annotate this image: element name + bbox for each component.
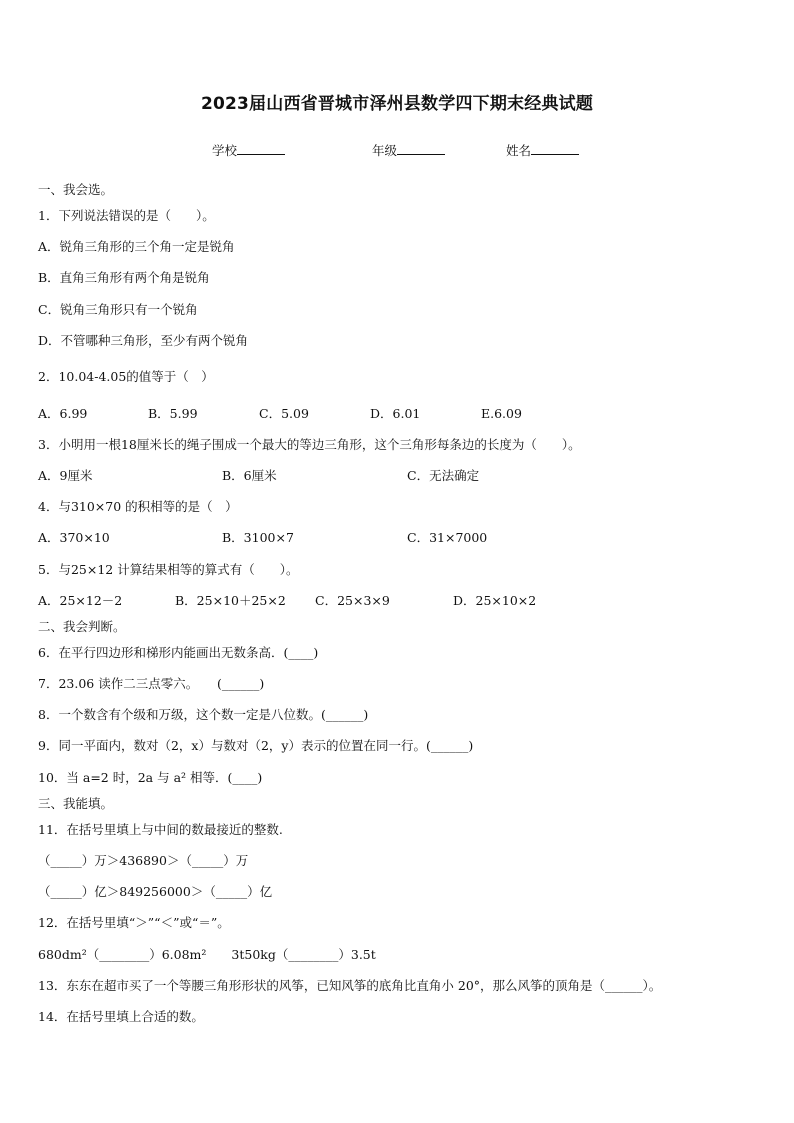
q2-option-d: D．6.01	[370, 406, 421, 421]
school-field	[212, 141, 285, 159]
q5-option-b: B．25×10＋25×2	[175, 593, 286, 608]
question-3: 3．小明用一根18厘米长的绳子围成一个最大的等边三角形，这个三角形每条边的长度为（ ）。	[38, 437, 581, 452]
q1-option-d: D．不管哪种三角形，至少有两个锐角	[38, 333, 249, 348]
question-5: 5．与25×12 计算结果相等的算式有（ ）。	[38, 562, 299, 577]
question-4: 4．与310×70 的积相等的是（ ）	[38, 499, 238, 514]
question-6: 6．在平行四边形和梯形内能画出无数条高．(____)	[38, 645, 319, 660]
name-label: 姓名	[506, 143, 532, 158]
q4-option-c: C．31×7000	[407, 530, 488, 545]
question-11: 11．在括号里填上与中间的数最接近的整数.	[38, 822, 283, 837]
q2-option-c: C．5.09	[259, 406, 309, 421]
q2-option-a: A．6.99	[38, 406, 88, 421]
q4-option-a: A．370×10	[38, 530, 110, 545]
question-14: 14．在括号里填上合适的数。	[38, 1009, 204, 1024]
q3-option-b: B．6厘米	[222, 468, 277, 483]
q2-option-b: B．5.99	[148, 406, 198, 421]
q5-option-d: D．25×10×2	[453, 593, 537, 608]
q3-option-a: A．9厘米	[38, 468, 93, 483]
q4-option-b: B．3100×7	[222, 530, 294, 545]
q11-line-1: （_____）万＞436890＞（_____）万	[38, 853, 249, 868]
q11-line-2: （_____）亿＞849256000＞（_____）亿	[38, 884, 273, 899]
grade-label: 年级	[372, 143, 398, 158]
q3-option-c: C．无法确定	[407, 468, 480, 483]
section-heading-choice: 一、我会选。	[38, 182, 114, 197]
q2-option-e: E.6.09	[481, 406, 522, 421]
q5-option-a: A．25×12－2	[38, 593, 123, 608]
name-field	[506, 141, 579, 159]
q5-option-c: C．25×3×9	[315, 593, 390, 608]
school-label: 学校	[212, 143, 238, 158]
grade-field	[372, 141, 445, 159]
q1-option-a: A．锐角三角形的三个角一定是锐角	[38, 239, 235, 254]
section-heading-judge: 二、我会判断。	[38, 619, 126, 634]
question-7: 7．23.06 读作二三点零六。 (______)	[38, 676, 265, 691]
question-8: 8．一个数含有个级和万级，这个数一定是八位数。(______)	[38, 707, 369, 722]
question-1: 1．下列说法错误的是（ ）。	[38, 208, 215, 223]
question-9: 9．同一平面内，数对（2，x）与数对（2，y）表示的位置在同一行。(______)	[38, 738, 474, 753]
q1-option-c: C．锐角三角形只有一个锐角	[38, 302, 198, 317]
q1-option-b: B．直角三角形有两个角是锐角	[38, 270, 210, 285]
question-13: 13．东东在超市买了一个等腰三角形形状的风筝，已知风筝的底角比直角小 20°，那么风筝的顶角是（______）。	[38, 978, 662, 993]
question-10: 10．当 a=2 时，2a 与 a² 相等．(____)	[38, 770, 263, 785]
question-2: 2．10.04-4.05的值等于（ ）	[38, 369, 214, 384]
school-blank[interactable]	[237, 142, 285, 155]
question-12: 12．在括号里填“＞”“＜”或“＝”。	[38, 915, 230, 930]
name-blank[interactable]	[531, 142, 579, 155]
section-heading-fill: 三、我能填。	[38, 796, 114, 811]
grade-blank[interactable]	[397, 142, 445, 155]
page-title: 2023届山西省晋城市泽州县数学四下期末经典试题	[200, 94, 594, 114]
q12-line-1: 680dm²（________）6.08m² 3t50kg（________）3.5t	[38, 947, 376, 962]
